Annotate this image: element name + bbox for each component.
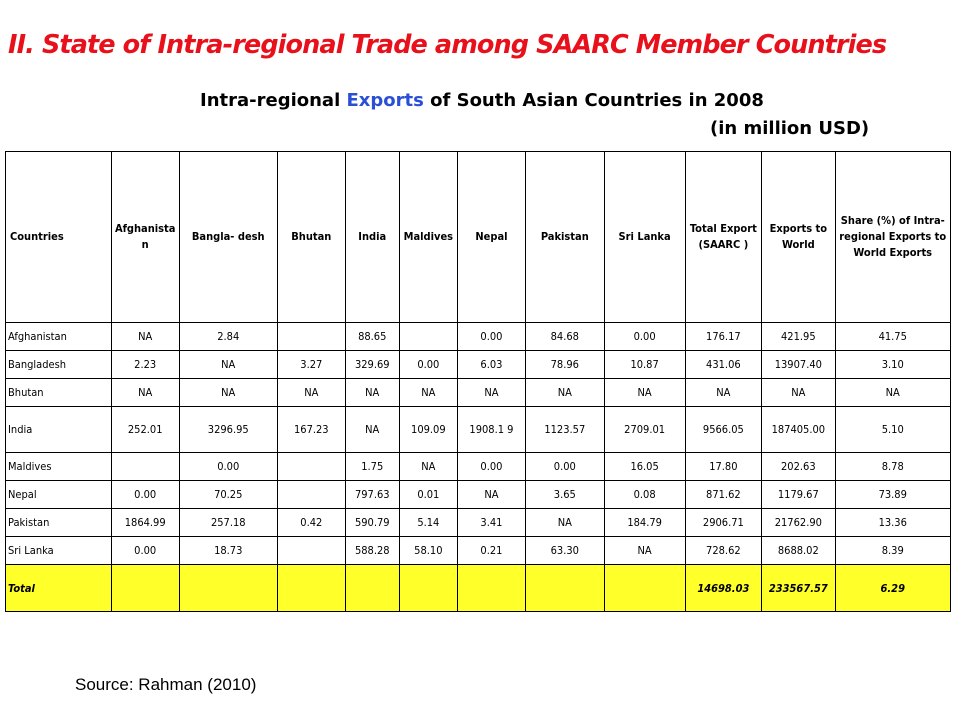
total-cell — [179, 565, 277, 612]
table-cell: NA — [525, 379, 604, 407]
table-cell: 728.62 — [685, 537, 762, 565]
table-cell: 202.63 — [762, 453, 835, 481]
subtitle-prefix: Intra-regional — [200, 90, 347, 111]
table-row — [6, 481, 951, 509]
table-cell — [277, 481, 345, 509]
table-cell: 1908.1 9 — [457, 407, 525, 453]
total-cell — [604, 565, 685, 612]
table-cell: 0.08 — [604, 481, 685, 509]
table-cell: 5.14 — [399, 509, 457, 537]
table-cell: NA — [399, 379, 457, 407]
table-cell: 70.25 — [179, 481, 277, 509]
table-cell: 1864.99 — [111, 509, 179, 537]
table-cell: 797.63 — [345, 481, 399, 509]
row-country: Bangladesh — [6, 351, 112, 379]
table-cell: 421.95 — [762, 323, 835, 351]
table-row — [6, 323, 951, 351]
table-cell: 84.68 — [525, 323, 604, 351]
table-cell: 0.01 — [399, 481, 457, 509]
table-cell: 1179.67 — [762, 481, 835, 509]
table-row — [6, 537, 951, 565]
table-cell: NA — [111, 323, 179, 351]
table-row — [6, 379, 951, 407]
table-cell: 78.96 — [525, 351, 604, 379]
table-cell: 18.73 — [179, 537, 277, 565]
total-saarc-export: 14698.03 — [685, 565, 762, 612]
table-cell — [277, 323, 345, 351]
subtitle-suffix: of South Asian Countries in 2008 — [423, 90, 764, 111]
table-cell: 0.00 — [457, 453, 525, 481]
row-country: Pakistan — [6, 509, 112, 537]
table-cell: 2709.01 — [604, 407, 685, 453]
table-row — [6, 407, 951, 453]
header-countries: Countries — [6, 152, 112, 323]
table-cell: 10.87 — [604, 351, 685, 379]
subtitle-accent-word: Exports — [346, 90, 424, 111]
total-cell — [111, 565, 179, 612]
total-cell — [277, 565, 345, 612]
table-cell: 17.80 — [685, 453, 762, 481]
header-sri-lanka: Sri Lanka — [604, 152, 685, 323]
table-cell: 9566.05 — [685, 407, 762, 453]
total-cell — [345, 565, 399, 612]
table-cell: NA — [457, 481, 525, 509]
slide-title: II. State of Intra-regional Trade among SAARC Member Countries — [8, 30, 887, 60]
table-cell: NA — [835, 379, 951, 407]
table-cell: 187405.00 — [762, 407, 835, 453]
table-cell: 0.21 — [457, 537, 525, 565]
table-cell: 3.27 — [277, 351, 345, 379]
table-cell: 176.17 — [685, 323, 762, 351]
row-country: Bhutan — [6, 379, 112, 407]
table-row — [6, 509, 951, 537]
table-cell: 3.41 — [457, 509, 525, 537]
table-cell: 5.10 — [835, 407, 951, 453]
table-cell: 3296.95 — [179, 407, 277, 453]
table-cell: NA — [604, 379, 685, 407]
table-cell: 0.00 — [111, 481, 179, 509]
table-cell: 431.06 — [685, 351, 762, 379]
table-cell — [111, 453, 179, 481]
table-cell: 184.79 — [604, 509, 685, 537]
table-cell: 8.39 — [835, 537, 951, 565]
table-cell: 257.18 — [179, 509, 277, 537]
row-country: Afghanistan — [6, 323, 112, 351]
table-cell: 3.65 — [525, 481, 604, 509]
table-cell: 0.00 — [111, 537, 179, 565]
table-subtitle — [200, 90, 764, 111]
table-cell: 2.84 — [179, 323, 277, 351]
exports-table — [5, 151, 951, 612]
row-country: Sri Lanka — [6, 537, 112, 565]
table-cell: 871.62 — [685, 481, 762, 509]
table-cell: 0.00 — [525, 453, 604, 481]
row-country: India — [6, 407, 112, 453]
table-cell: 73.89 — [835, 481, 951, 509]
table-cell: 3.10 — [835, 351, 951, 379]
table-cell — [399, 323, 457, 351]
table-cell: 21762.90 — [762, 509, 835, 537]
table-cell: NA — [457, 379, 525, 407]
table-cell: 2906.71 — [685, 509, 762, 537]
total-world-export: 233567.57 — [762, 565, 835, 612]
header-bangladesh: Bangla- desh — [179, 152, 277, 323]
table-cell: 8.78 — [835, 453, 951, 481]
table-cell — [277, 453, 345, 481]
header-total-export: Total Export (SAARC ) — [685, 152, 762, 323]
table-cell: 41.75 — [835, 323, 951, 351]
header-exports-to-world: Exports to World — [762, 152, 835, 323]
table-cell: 1.75 — [345, 453, 399, 481]
table-row — [6, 453, 951, 481]
header-pakistan: Pakistan — [525, 152, 604, 323]
table-cell: 588.28 — [345, 537, 399, 565]
total-cell — [399, 565, 457, 612]
table-cell: NA — [345, 379, 399, 407]
table-cell: 88.65 — [345, 323, 399, 351]
table-cell: NA — [685, 379, 762, 407]
table-row — [6, 351, 951, 379]
table-cell: NA — [399, 453, 457, 481]
row-country: Maldives — [6, 453, 112, 481]
header-row — [6, 152, 951, 323]
table-cell: NA — [525, 509, 604, 537]
table-cell: NA — [604, 537, 685, 565]
table-cell: NA — [345, 407, 399, 453]
source-citation: Source: Rahman (2010) — [75, 675, 257, 694]
table-cell: 6.03 — [457, 351, 525, 379]
table-cell: NA — [179, 379, 277, 407]
table-cell: 329.69 — [345, 351, 399, 379]
table-cell: 13.36 — [835, 509, 951, 537]
table-cell: 8688.02 — [762, 537, 835, 565]
table-cell: NA — [762, 379, 835, 407]
table-cell: 590.79 — [345, 509, 399, 537]
row-country: Nepal — [6, 481, 112, 509]
total-label: Total — [6, 565, 112, 612]
header-india: India — [345, 152, 399, 323]
table-cell: 0.00 — [457, 323, 525, 351]
table-cell: 1123.57 — [525, 407, 604, 453]
table-cell: 0.00 — [604, 323, 685, 351]
total-row — [6, 565, 951, 612]
header-bhutan: Bhutan — [277, 152, 345, 323]
table-cell: 252.01 — [111, 407, 179, 453]
header-afghanistan: Afghanista n — [111, 152, 179, 323]
table-cell: 58.10 — [399, 537, 457, 565]
header-maldives: Maldives — [399, 152, 457, 323]
table-cell: 0.00 — [399, 351, 457, 379]
header-nepal: Nepal — [457, 152, 525, 323]
table-cell: 16.05 — [604, 453, 685, 481]
table-cell: 0.42 — [277, 509, 345, 537]
table-cell — [277, 537, 345, 565]
total-cell — [525, 565, 604, 612]
header-share: Share (%) of Intra- regional Exports to World Exports — [835, 152, 951, 323]
table-cell: 2.23 — [111, 351, 179, 379]
table-cell: 109.09 — [399, 407, 457, 453]
table-cell: 13907.40 — [762, 351, 835, 379]
table-cell: NA — [277, 379, 345, 407]
table-cell: NA — [179, 351, 277, 379]
table-cell: 63.30 — [525, 537, 604, 565]
total-cell — [457, 565, 525, 612]
table-cell: 167.23 — [277, 407, 345, 453]
units-note: (in million USD) — [710, 118, 870, 139]
total-share: 6.29 — [835, 565, 951, 612]
table-cell: NA — [111, 379, 179, 407]
table-cell: 0.00 — [179, 453, 277, 481]
